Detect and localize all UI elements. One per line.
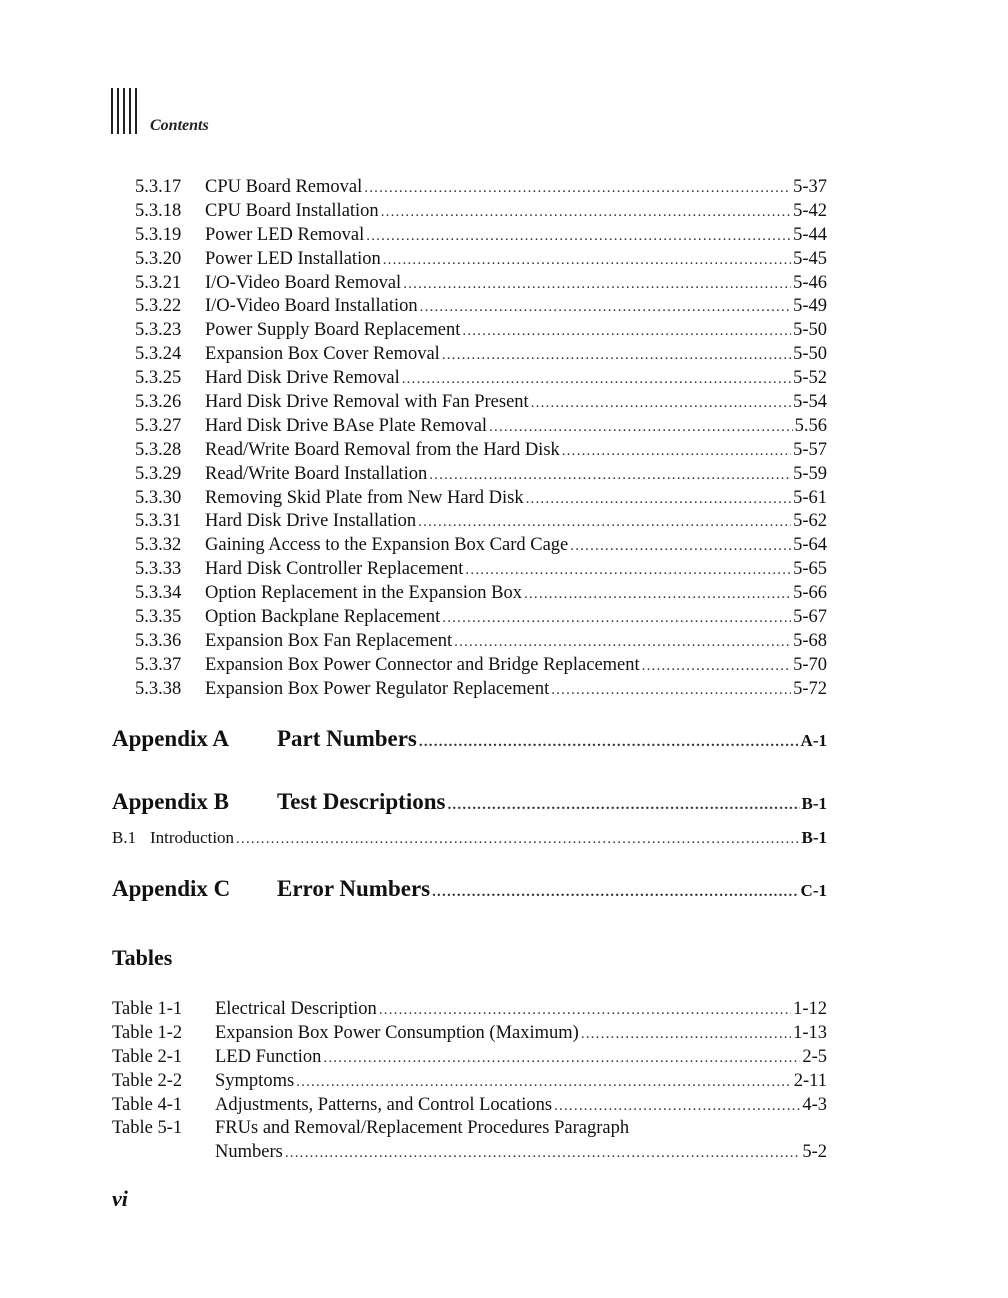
dot-leader — [402, 368, 791, 392]
dot-leader — [420, 296, 791, 320]
toc-entry[interactable] — [112, 1022, 827, 1046]
entry-number: Table 5-1 — [112, 1118, 183, 1139]
page-number: 5-68 — [793, 630, 827, 651]
toc-entry[interactable] — [135, 415, 827, 439]
entry-number: Table 2-2 — [112, 1070, 183, 1091]
page-number: A-1 — [800, 731, 827, 750]
page-number: C-1 — [800, 881, 827, 900]
dot-leader — [419, 727, 799, 757]
entry-number: Table 1-1 — [112, 999, 183, 1019]
entry-number: 5.3.22 — [135, 296, 182, 317]
entry-title: Removing Skid Plate from New Hard Disk — [205, 487, 524, 508]
page-number: 5-70 — [793, 654, 827, 675]
toc-entry[interactable] — [135, 678, 827, 702]
page-number: 5-2 — [802, 1142, 827, 1163]
entry-number: 5.3.19 — [135, 224, 182, 245]
entry-title: Expansion Box Cover Removal — [205, 344, 440, 365]
dot-leader — [432, 877, 798, 907]
toc-entry[interactable] — [135, 439, 827, 463]
toc-entry[interactable] — [135, 630, 827, 654]
dot-leader — [562, 440, 791, 464]
toc-entry[interactable] — [135, 200, 827, 224]
dot-leader — [442, 344, 791, 368]
toc-entry[interactable] — [135, 654, 827, 678]
page-number: 5-45 — [793, 248, 827, 269]
toc-entry[interactable] — [135, 582, 827, 606]
entry-title: CPU Board Removal — [205, 177, 363, 197]
entry-title: CPU Board Installation — [205, 200, 379, 221]
appendix-b-entry[interactable] — [112, 787, 827, 817]
appendix-label: Appendix B — [112, 789, 229, 814]
entry-title: Hard Disk Drive Removal with Fan Present — [205, 392, 529, 413]
page-number: 5-46 — [793, 272, 827, 293]
subsection-number: B.1 — [112, 828, 137, 847]
entry-number: 5.3.33 — [135, 559, 182, 580]
entry-number: 5.3.30 — [135, 487, 182, 508]
entry-number: 5.3.32 — [135, 535, 182, 556]
entry-number: 5.3.17 — [135, 177, 182, 197]
page-folio: vi — [112, 1186, 128, 1211]
section-list — [135, 176, 827, 702]
dot-leader — [531, 392, 791, 416]
entry-title: Hard Disk Controller Replacement — [205, 559, 464, 580]
table-list — [112, 998, 827, 1165]
dot-leader — [554, 1095, 800, 1119]
entry-title: Symptoms — [215, 1070, 295, 1091]
entry-number: 5.3.21 — [135, 272, 182, 293]
dot-leader — [383, 249, 791, 273]
toc-entry[interactable] — [135, 224, 827, 248]
toc-entry[interactable] — [135, 248, 827, 272]
page-number: 5-67 — [793, 607, 827, 628]
dot-leader — [489, 416, 793, 440]
page-number: 5-50 — [793, 344, 827, 365]
dot-leader — [379, 999, 791, 1023]
page-number: 5-59 — [793, 463, 827, 484]
page-number: 5-44 — [793, 224, 827, 245]
entry-title: Gaining Access to the Expansion Box Card Cage — [205, 535, 569, 556]
running-head: Contents — [150, 117, 209, 134]
entry-number: 5.3.18 — [135, 200, 182, 221]
dot-leader — [429, 464, 791, 488]
dot-leader — [296, 1071, 792, 1095]
page-number: 1-13 — [793, 1022, 827, 1043]
entry-title: Expansion Box Power Regulator Replacement — [205, 678, 550, 699]
entry-title: Option Replacement in the Expansion Box — [205, 583, 523, 604]
toc-entry[interactable] — [112, 1070, 827, 1094]
page-number: 5-54 — [793, 392, 827, 413]
entry-title: Read/Write Board Installation — [205, 463, 428, 484]
page-number: 5-66 — [793, 583, 827, 604]
page-number: 2-5 — [802, 1046, 827, 1067]
page-number: 1-12 — [793, 999, 827, 1019]
entry-number: 5.3.29 — [135, 463, 182, 484]
entry-title: Hard Disk Drive BAse Plate Removal — [205, 415, 488, 436]
page-number: 5-50 — [793, 320, 827, 341]
entry-number: 5.3.27 — [135, 415, 182, 436]
dot-leader — [524, 583, 791, 607]
toc-entry[interactable] — [135, 272, 827, 296]
dot-leader — [285, 1142, 801, 1166]
toc-entry[interactable] — [112, 1094, 827, 1118]
entry-title: I/O-Video Board Installation — [205, 296, 418, 317]
entry-title: Option Backplane Replacement — [205, 607, 441, 628]
entry-number: 5.3.24 — [135, 344, 182, 365]
appendix-c-entry[interactable] — [112, 874, 827, 904]
entry-number: Table 4-1 — [112, 1094, 183, 1115]
page-number: 5-64 — [793, 535, 827, 556]
dot-leader — [570, 535, 791, 559]
entry-title: Expansion Box Power Connector and Bridge Replacement — [205, 654, 640, 675]
entry-number: 5.3.23 — [135, 320, 182, 341]
appendix-b-sub-entry[interactable] — [112, 826, 827, 850]
appendix-title: Error Numbers — [277, 876, 431, 901]
appendix-title: Test Descriptions — [277, 789, 446, 814]
entry-title: Power LED Installation — [205, 248, 381, 269]
dot-leader — [418, 511, 791, 535]
page-number: 2-11 — [793, 1070, 827, 1091]
toc-entry[interactable] — [135, 295, 827, 319]
entry-number: Table 2-1 — [112, 1046, 183, 1067]
toc-entry[interactable] — [112, 1046, 827, 1070]
toc-entry[interactable] — [135, 176, 827, 200]
entry-title: FRUs and Removal/Replacement Procedures Paragraph — [215, 1118, 630, 1139]
entry-title: Adjustments, Patterns, and Control Locations — [215, 1094, 553, 1115]
page-number: 5-72 — [793, 678, 827, 699]
dot-leader — [381, 201, 791, 225]
entry-title: I/O-Video Board Removal — [205, 272, 402, 293]
page-number: B-1 — [801, 794, 827, 813]
toc-entry[interactable] — [135, 510, 827, 534]
page-number: 4-3 — [802, 1094, 827, 1115]
tables-heading: Tables — [112, 945, 173, 970]
page-number: 5.56 — [794, 415, 827, 436]
dot-leader — [465, 559, 791, 583]
dot-leader — [323, 1047, 800, 1071]
entry-number: 5.3.34 — [135, 583, 182, 604]
toc-entry-continuation[interactable] — [112, 1141, 827, 1165]
entry-title: Power LED Removal — [205, 224, 365, 245]
page-number: 5-49 — [793, 296, 827, 317]
dot-leader — [526, 488, 792, 512]
appendix-title: Part Numbers — [277, 726, 417, 751]
dot-leader — [447, 790, 799, 820]
entry-number: 5.3.31 — [135, 511, 182, 532]
dot-leader — [442, 607, 791, 631]
entry-number: 5.3.37 — [135, 654, 182, 675]
entry-number: Table 1-2 — [112, 1022, 183, 1043]
chapter-tab-bars-icon — [111, 88, 141, 134]
dot-leader — [581, 1023, 791, 1047]
page-number: 5-65 — [793, 559, 827, 580]
entry-number: 5.3.35 — [135, 607, 182, 628]
appendix-a-entry[interactable] — [112, 724, 827, 754]
entry-title: Read/Write Board Removal from the Hard Disk — [205, 439, 560, 460]
toc-entry[interactable] — [135, 319, 827, 343]
toc-entry[interactable] — [112, 1117, 827, 1141]
entry-title: LED Function — [215, 1046, 322, 1067]
entry-number: 5.3.26 — [135, 392, 182, 413]
page-number: 5-42 — [793, 200, 827, 221]
entry-number: 5.3.20 — [135, 248, 182, 269]
toc-entry[interactable] — [112, 998, 827, 1022]
entry-number: 5.3.28 — [135, 439, 182, 460]
appendix-label: Appendix C — [112, 876, 231, 901]
entry-title: Expansion Box Power Consumption (Maximum) — [215, 1022, 579, 1043]
entry-title-continuation: Numbers — [215, 1142, 283, 1163]
entry-title: Hard Disk Drive Removal — [205, 368, 400, 389]
toc-entry[interactable] — [135, 487, 827, 511]
dot-leader — [364, 177, 791, 201]
entry-title: Expansion Box Fan Replacement — [205, 630, 453, 651]
dot-leader — [454, 631, 791, 655]
page-number: 5-62 — [793, 511, 827, 532]
page-number: B-1 — [801, 828, 827, 847]
toc-entry[interactable] — [135, 391, 827, 415]
dot-leader — [236, 828, 799, 852]
dot-leader — [462, 320, 791, 344]
entry-number: 5.3.36 — [135, 630, 182, 651]
entry-title: Power Supply Board Replacement — [205, 320, 461, 341]
entry-title: Hard Disk Drive Installation — [205, 511, 417, 532]
entry-title: Electrical Description — [215, 999, 377, 1019]
toc-entry[interactable] — [135, 463, 827, 487]
toc-entry[interactable] — [135, 606, 827, 630]
toc-entry[interactable] — [135, 367, 827, 391]
toc-entry[interactable] — [135, 343, 827, 367]
page-number: 5-57 — [793, 439, 827, 460]
entry-number: 5.3.25 — [135, 368, 182, 389]
dot-leader — [642, 655, 791, 679]
dot-leader — [366, 225, 791, 249]
subsection-title: Introduction — [150, 828, 235, 847]
page-number: 5-61 — [793, 487, 827, 508]
toc-entry[interactable] — [135, 534, 827, 558]
page-number: 5-37 — [793, 177, 827, 197]
appendix-label: Appendix A — [112, 726, 229, 751]
dot-leader — [551, 679, 791, 703]
toc-entry[interactable] — [135, 558, 827, 582]
entry-number: 5.3.38 — [135, 678, 182, 699]
page-number: 5-52 — [793, 368, 827, 389]
dot-leader — [403, 273, 791, 297]
